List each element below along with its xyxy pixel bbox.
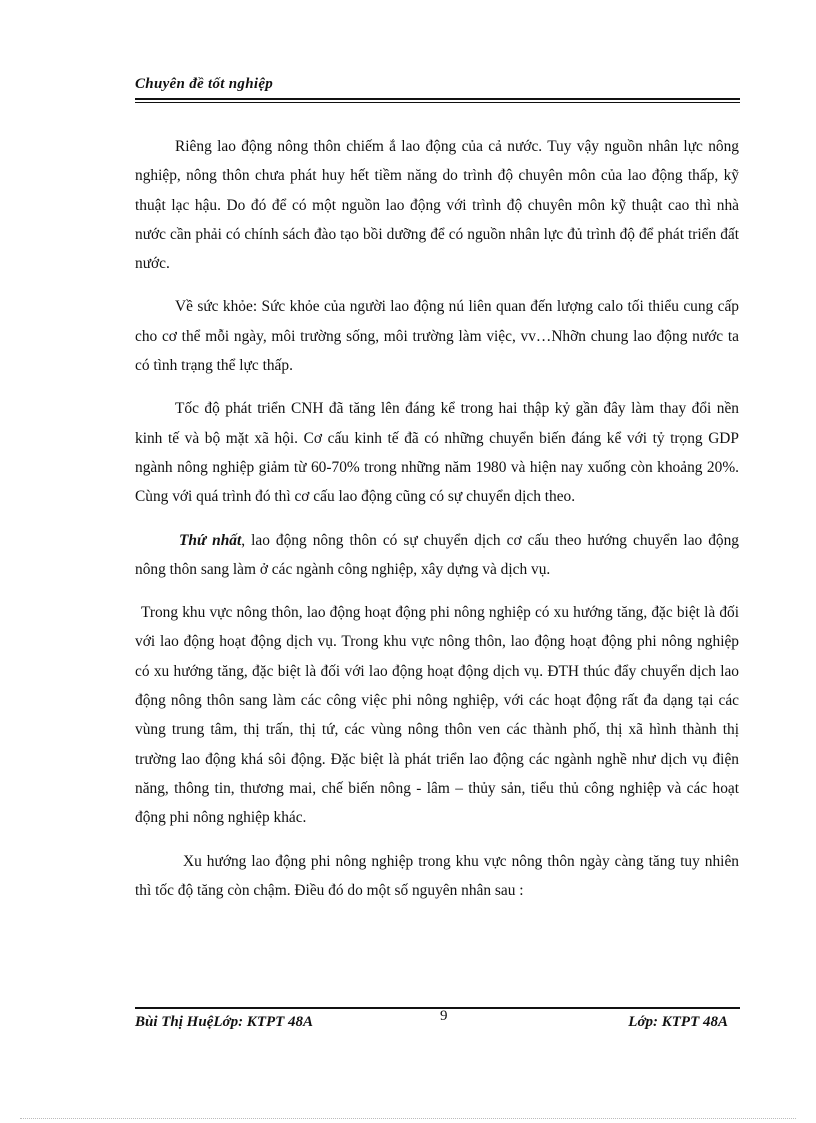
page-footer [135, 1008, 740, 1034]
footer-class: Lớp: KTPT 48A [628, 1014, 728, 1030]
paragraph-5: Trong khu vực nông thôn, lao động hoạt động phi nông nghiệp có xu hướng tăng, đặc biệt là đối với lao động hoạt động dịch vụ. Trong khu vực nông thôn, lao động hoạt động phi nông nghiệp có xu hướng tăng, đặc biệt là đối với lao động hoạt động dịch vụ. ĐTH thúc đẩy chuyển dịch lao động nông thôn sang làm các công việc phi nông nghiệp, với các hoạt động rất đa dạng tại các vùng trung tâm, thị trấn, thị tứ, các vùng nông thôn ven các thành phố, thị xã hình thành thị trường lao động khá sôi động. Đặc biệt là phát triển lao động các ngành nghề như dịch vụ điện năng, thông tin, thương mai, chế biến nông - lâm – thủy sản, tiểu thủ công nghiệp và các hoạt động phi nông nghiệp khác. [135, 604, 739, 827]
footer-author-class: Bùi Thị HuệLớp: KTPT 48A [135, 1014, 314, 1030]
body-text [135, 132, 739, 905]
paragraph-2: Về sức khỏe: Sức khỏe của người lao động nú liên quan đến lượng calo tối thiểu cung cấp cho cơ thể mỗi ngày, môi trường sống, môi trường làm việc, vv…Nhỡn chung lao động nước ta có tình trạng thể lực thấp. [135, 298, 739, 375]
page-edge-divider [20, 1118, 796, 1119]
footer-rule [135, 1007, 740, 1009]
paragraph-6: Xu hướng lao động phi nông nghiệp trong khu vực nông thôn ngày càng tăng tuy nhiên thì tốc độ tăng còn chậm. Điều đó do một số nguyên nhân sau : [135, 852, 739, 899]
paragraph-4 [135, 526, 739, 585]
page-header-title: Chuyên đề tốt nghiệp [135, 76, 274, 92]
paragraph-1: Riêng lao động nông thôn chiếm ắ lao động của cả nước. Tuy vậy nguồn nhân lực nông nghiệp, nông thôn chưa phát huy hết tiềm năng do trình độ chuyên môn của lao động thấp, kỹ thuật lạc hậu. Do đó để có một nguồn lao động với trình độ chuyên môn kỹ thuật cao thì nhà nước cần phải có chính sách đào tạo bồi dưỡng để có nguồn nhân lực đủ trình độ để phát triển đất nước. [135, 138, 739, 273]
page-number: 9 [440, 1008, 448, 1024]
header-rule-thin [135, 102, 740, 103]
paragraph-4-text: , lao động nông thôn có sự chuyển dịch cơ cấu theo hướng chuyển lao động nông thôn sang làm ở các ngành công nghiệp, xây dựng và dịch vụ. [135, 531, 739, 578]
header-rule-thick [135, 98, 740, 100]
paragraph-3: Tốc độ phát triển CNH đã tăng lên đáng kể trong hai thập kỷ gần đây làm thay đổi nền kinh tế và bộ mặt xã hội. Cơ cấu kinh tế đã có những chuyển biến đáng kể với tỷ trọng GDP ngành nông nghiệp giảm từ 60-70% trong những năm 1980 và hiện nay xuống còn khoảng 20%. Cùng với quá trình đó thì cơ cấu lao động cũng có sự chuyển dịch theo. [135, 400, 739, 506]
paragraph-4-lead: Thứ nhất [179, 531, 242, 549]
